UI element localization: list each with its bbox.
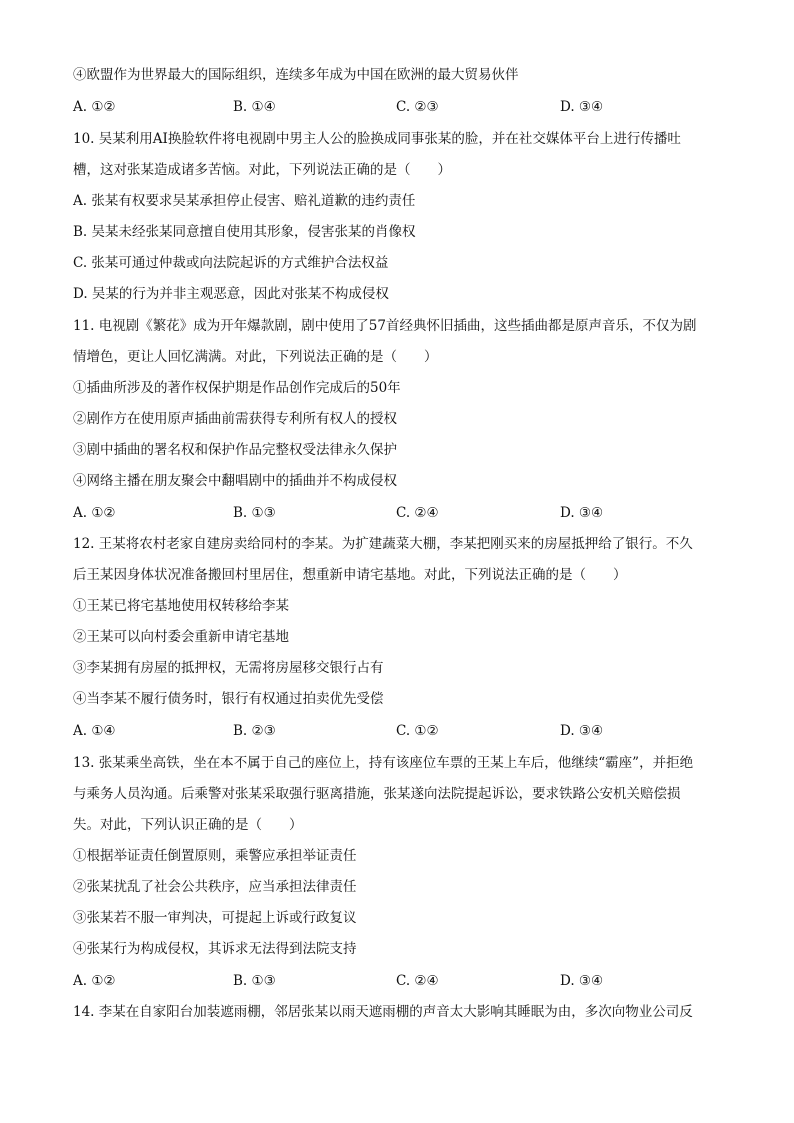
q13-statement-2: ②张某扰乱了社会公共秩序，应当承担法律责任 <box>73 879 357 895</box>
q10-stem-line-1: 10. 吴某利用AI换脸软件将电视剧中男主人公的脸换成同事张某的脸，并在社交媒体平台上进行传播吐 <box>73 131 681 147</box>
option-b: B. ①③ <box>233 505 276 521</box>
q10-stem-line-2: 槽，这对张某造成诸多苦恼。对此，下列说法正确的是（ ） <box>73 162 451 178</box>
q10-choice-b: B. 吴某未经张某同意擅自使用其形象，侵害张某的肖像权 <box>73 224 416 240</box>
q10-choice-a: A. 张某有权要求吴某承担停止侵害、赔礼道歉的违约责任 <box>73 193 416 209</box>
q11-statement-4: ④网络主播在朋友聚会中翻唱剧中的插曲并不构成侵权 <box>73 473 397 489</box>
q11-statement-2: ②剧作方在使用原声插曲前需获得专利所有权人的授权 <box>73 411 397 427</box>
option-c: C. ①② <box>396 723 439 739</box>
q11-statement-1: ①插曲所涉及的著作权保护期是作品创作完成后的50年 <box>73 380 401 396</box>
q11-stem-line-1: 11. 电视剧《繁花》成为开年爆款剧，剧中使用了57首经典怀旧插曲，这些插曲都是原声音乐，不仅为剧 <box>73 318 697 334</box>
option-c: C. ②④ <box>396 505 439 521</box>
option-a: A. ①② <box>73 505 116 521</box>
option-d: D. ③④ <box>560 973 604 989</box>
q13-statement-3: ③张某若不服一审判决，可提起上诉或行政复议 <box>73 910 357 926</box>
q10-choice-d: D. 吴某的行为并非主观恶意，因此对张某不构成侵权 <box>73 286 389 302</box>
q11-statement-3: ③剧中插曲的署名权和保护作品完整权受法律永久保护 <box>73 442 397 458</box>
q13-stem-line-2: 与乘务人员沟通。后乘警对张某采取强行驱离措施，张某遂向法院提起诉讼，要求铁路公安机关赔偿损 <box>73 786 681 802</box>
q12-statement-4: ④当李某不履行债务时，银行有权通过拍卖优先受偿 <box>73 691 384 707</box>
q14-stem-line-1: 14. 李某在自家阳台加装遮雨棚，邻居张某以雨天遮雨棚的声音太大影响其睡眠为由，多次向物业公司反 <box>73 1004 693 1020</box>
q12-statement-3: ③李某拥有房屋的抵押权，无需将房屋移交银行占有 <box>73 660 384 676</box>
q12-stem-line-2: 后王某因身体状况准备搬回村里居住，想重新申请宅基地。对此，下列说法正确的是（ ） <box>73 567 627 583</box>
q13-statement-1: ①根据举证责任倒置原则，乘警应承担举证责任 <box>73 848 357 864</box>
option-b: B. ②③ <box>233 723 276 739</box>
q12-statement-2: ②王某可以向村委会重新申请宅基地 <box>73 629 289 645</box>
option-d: D. ③④ <box>560 505 604 521</box>
option-c: C. ②④ <box>396 973 439 989</box>
option-d: D. ③④ <box>560 723 604 739</box>
q9-statement-4: ④欧盟作为世界最大的国际组织，连续多年成为中国在欧洲的最大贸易伙伴 <box>73 67 519 83</box>
q11-stem-line-2: 情增色，更让人回忆满满。对此，下列说法正确的是（ ） <box>73 349 438 365</box>
q13-stem-line-1: 13. 张某乘坐高铁，坐在本不属于自己的座位上，持有该座位车票的王某上车后，他继续“霸座”，并拒绝 <box>73 755 694 771</box>
option-a: A. ①② <box>73 973 116 989</box>
q10-choice-c: C. 张某可通过仲裁或向法院起诉的方式维护合法权益 <box>73 255 389 271</box>
q13-statement-4: ④张某行为构成侵权，其诉求无法得到法院支持 <box>73 941 357 957</box>
option-a: A. ①② <box>73 99 116 115</box>
option-b: B. ①③ <box>233 973 276 989</box>
q12-stem-line-1: 12. 王某将农村老家自建房卖给同村的李某。为扩建蔬菜大棚，李某把刚买来的房屋抵押给了银行。不久 <box>73 536 693 552</box>
option-d: D. ③④ <box>560 99 604 115</box>
option-b: B. ①④ <box>233 99 276 115</box>
q12-statement-1: ①王某已将宅基地使用权转移给李某 <box>73 598 289 614</box>
option-c: C. ②③ <box>396 99 439 115</box>
option-a: A. ①④ <box>73 723 116 739</box>
q13-stem-line-3: 失。对此，下列认识正确的是（ ） <box>73 817 303 833</box>
